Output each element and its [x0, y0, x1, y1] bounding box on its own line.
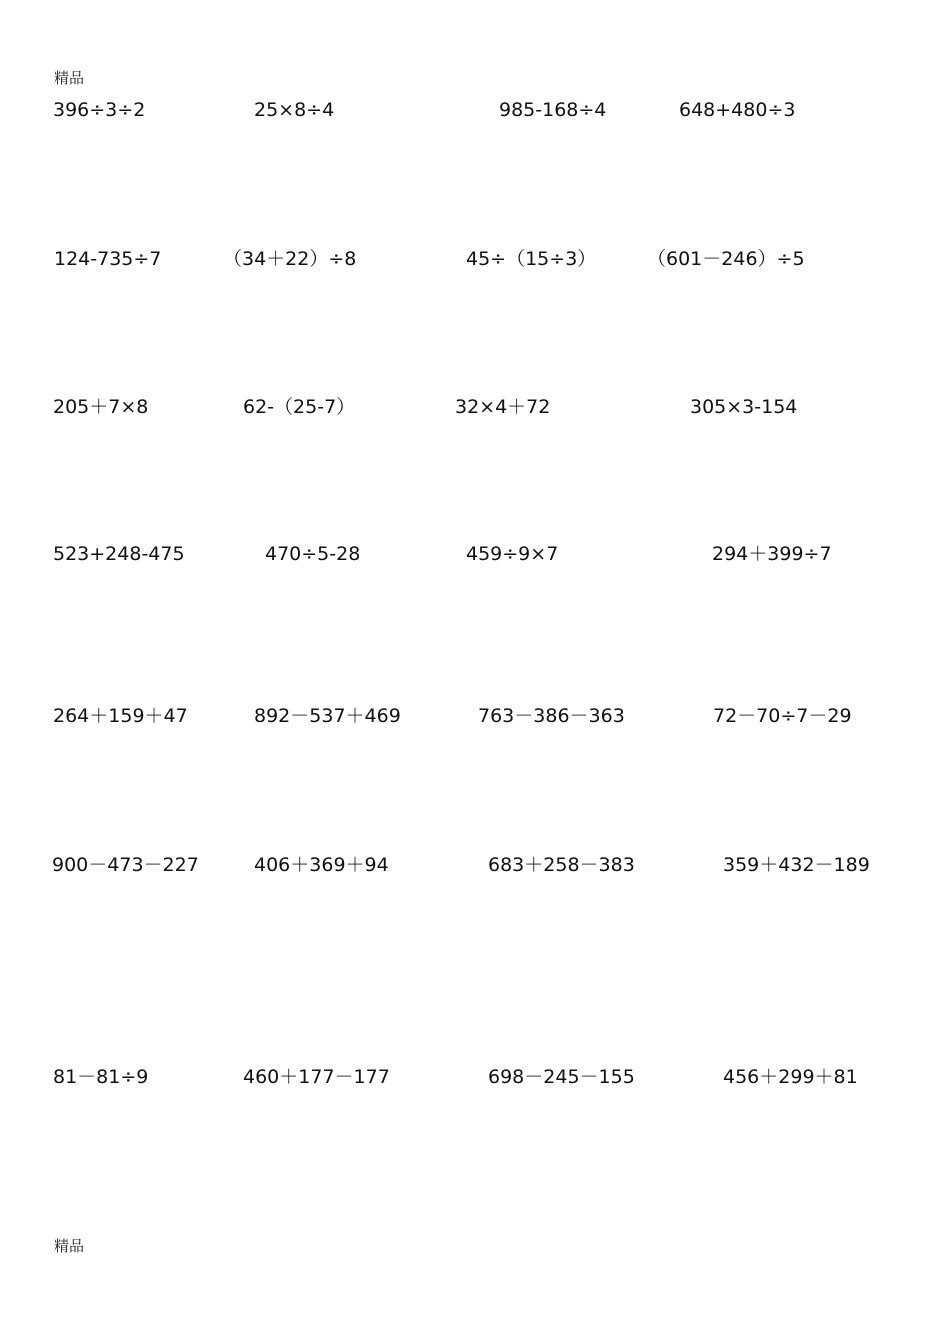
- problem-1-4: 648+480÷3: [679, 99, 796, 121]
- problem-4-4: 294＋399÷7: [712, 543, 832, 565]
- problem-2-2: （34＋22）÷8: [223, 248, 357, 270]
- page-footer-label: 精品: [54, 1237, 85, 1255]
- problem-5-2: 892－537＋469: [254, 705, 401, 727]
- problem-4-3: 459÷9×7: [466, 543, 559, 565]
- problem-3-3: 32×4＋72: [455, 396, 551, 418]
- problem-3-1: 205＋7×8: [53, 396, 149, 418]
- problem-6-2: 406＋369＋94: [254, 854, 389, 876]
- problem-4-2: 470÷5-28: [265, 543, 361, 565]
- page-header-label: 精品: [54, 69, 85, 87]
- problem-7-4: 456＋299＋81: [723, 1066, 858, 1088]
- problem-7-2: 460＋177－177: [243, 1066, 390, 1088]
- problem-7-3: 698－245－155: [488, 1066, 635, 1088]
- problem-3-2: 62-（25-7）: [243, 396, 356, 418]
- problem-5-3: 763－386－363: [478, 705, 625, 727]
- problem-3-4: 305×3-154: [690, 396, 798, 418]
- problem-2-3: 45÷（15÷3）: [466, 248, 597, 270]
- problem-4-1: 523+248-475: [53, 543, 185, 565]
- problem-1-3: 985-168÷4: [499, 99, 607, 121]
- problem-6-3: 683＋258－383: [488, 854, 635, 876]
- problem-7-1: 81－81÷9: [53, 1066, 149, 1088]
- problem-2-4: （601－246）÷5: [647, 248, 805, 270]
- problem-5-4: 72－70÷7－29: [713, 705, 852, 727]
- problem-6-1: 900－473－227: [52, 854, 199, 876]
- problem-1-1: 396÷3÷2: [53, 99, 146, 121]
- problem-6-4: 359＋432－189: [723, 854, 870, 876]
- problem-2-1: 124-735÷7: [54, 248, 162, 270]
- problem-1-2: 25×8÷4: [254, 99, 335, 121]
- problem-5-1: 264＋159＋47: [53, 705, 188, 727]
